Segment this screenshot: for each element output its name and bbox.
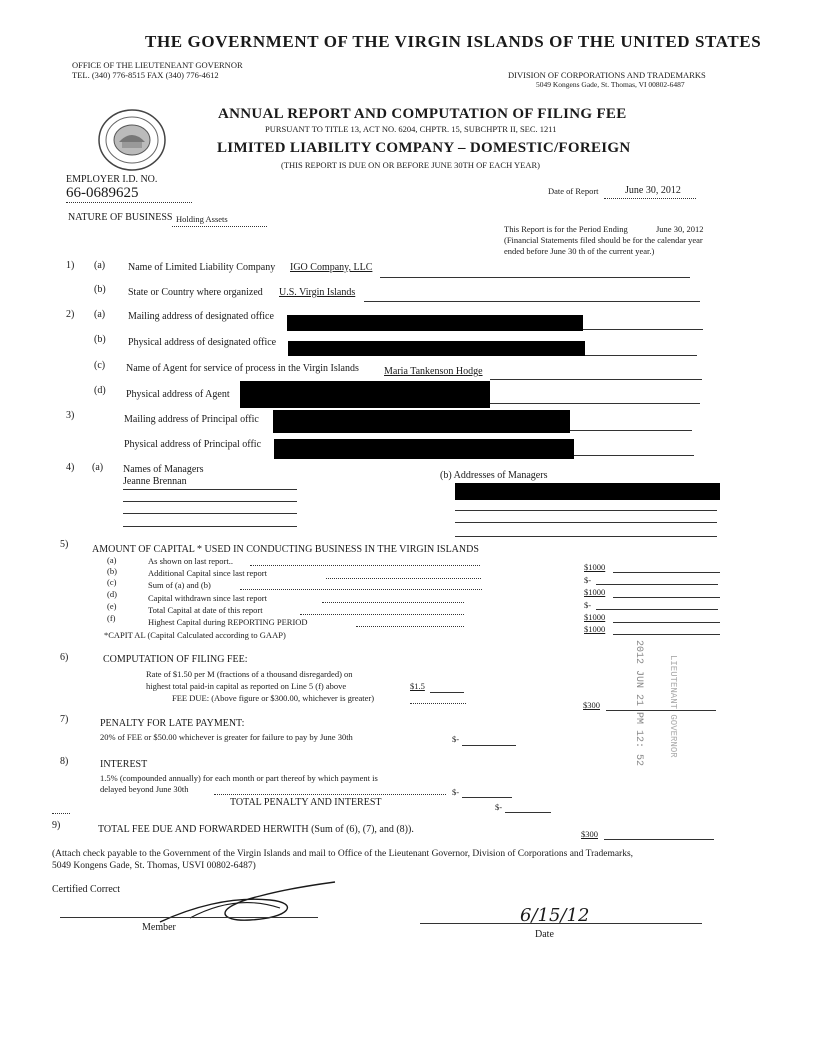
total-penalty-interest-value: $-: [495, 802, 503, 812]
capital-row-c-value: $1000: [584, 587, 606, 597]
total-penalty-interest-line: [505, 812, 551, 813]
item-4a-letter: (a): [92, 462, 104, 473]
item-4b-label: (b) Addresses of Managers: [440, 470, 548, 481]
period-label: This Report is for the Period Ending: [504, 224, 628, 234]
item-6-number: 6): [60, 652, 69, 663]
employer-id-underline: [66, 202, 192, 203]
attach-note-line1: (Attach check payable to the Government of the Virgin Islands and mail to Office of the Lieutenant Governor, Division of Corporations and Trademarks,: [52, 849, 634, 859]
item-7-number: 7): [60, 714, 69, 725]
item-1-number: 1): [66, 260, 75, 271]
penalty-title: PENALTY FOR LATE PAYMENT:: [100, 718, 245, 729]
total-fee-line: [604, 839, 714, 840]
division-name: DIVISION OF CORPORATIONS AND TRADEMARKS: [508, 70, 706, 80]
office-phone-fax: TEL. (340) 776-8515 FAX (340) 776-4612: [72, 70, 219, 80]
item-4a-value: Jeanne Brennan: [123, 476, 187, 487]
capital-row-d-line: [596, 609, 718, 610]
penalty-value-line: [462, 745, 516, 746]
capital-row-f-label: Highest Capital during REPORTING PERIOD: [148, 617, 308, 627]
office-name: OFFICE OF THE LIEUTENEANT GOVERNOR: [72, 60, 243, 70]
item-4-number: 4): [66, 462, 75, 473]
filing-fee-leader: [410, 703, 466, 704]
capital-row-b-line: [596, 584, 718, 585]
manager-name-line: [123, 526, 297, 527]
capital-row-a-letter: (a): [107, 555, 117, 565]
interest-value-line: [462, 797, 512, 798]
item-2-number: 2): [66, 309, 75, 320]
item-2d-underline: [490, 403, 700, 404]
capital-row-e-line: [613, 622, 720, 623]
capital-row-b-value: $-: [584, 575, 592, 585]
capital-row-b-letter: (b): [107, 566, 117, 576]
filing-fee-value: $300: [583, 700, 600, 710]
handwritten-date: 6/15/12: [520, 905, 590, 926]
manager-name-line: [123, 501, 297, 502]
capital-row-c-label: Sum of (a) and (b): [148, 580, 211, 590]
interest-line2: delayed beyond June 30th: [100, 784, 189, 794]
penalty-value: $-: [452, 734, 460, 744]
redacted-block: [273, 410, 570, 433]
capital-row-c-leader: [240, 589, 482, 590]
capital-footnote: *CAPIT AL (Capital Calculated according to GAAP): [104, 630, 286, 640]
item-2a-underline: [583, 329, 703, 330]
item-8-number: 8): [60, 756, 69, 767]
date-of-report-label: Date of Report: [548, 186, 599, 196]
capital-row-a-label: As shown on last report..: [148, 556, 233, 566]
received-stamp-office: LIEUTENANT GOVERNOR: [668, 655, 678, 758]
entity-type-title: LIMITED LIABILITY COMPANY – DOMESTIC/FOREIGN: [217, 140, 631, 156]
item-2c-label: Name of Agent for service of process in the Virgin Islands: [126, 363, 359, 374]
item-1a-letter: (a): [94, 260, 106, 271]
filing-fee-title: COMPUTATION OF FILING FEE:: [103, 654, 248, 665]
nature-of-business-underline: [172, 226, 267, 227]
date-of-report-value: June 30, 2012: [625, 185, 681, 196]
date-of-report-underline: [604, 198, 696, 199]
item-1b-value: U.S. Virgin Islands: [279, 287, 356, 298]
government-title: THE GOVERNMENT OF THE VIRGIN ISLANDS OF THE UNITED STATES: [145, 32, 762, 51]
capital-row-a-leader: [250, 565, 480, 566]
capital-row-e-letter: (e): [107, 601, 117, 611]
redacted-block: [274, 439, 574, 459]
report-title: ANNUAL REPORT AND COMPUTATION OF FILING FEE: [218, 106, 627, 122]
item-2d-label: Physical address of Agent: [126, 389, 230, 400]
item-2c-letter: (c): [94, 360, 106, 371]
date-signature-line: [420, 923, 702, 924]
manager-address-line: [455, 536, 717, 537]
manager-name-line: [123, 489, 297, 490]
redacted-block: [455, 483, 720, 500]
item-2d-letter: (d): [94, 385, 106, 396]
item-1a-value: IGO Company, LLC: [290, 262, 373, 273]
division-address: 5049 Kongens Gade, St. Thomas, VI 00802-6487: [536, 80, 685, 89]
nature-of-business-value: Holding Assets: [176, 214, 228, 224]
filing-fee-value-line: [606, 710, 716, 711]
interest-value: $-: [452, 787, 460, 797]
period-note-line2: ended before June 30 th of the current year.): [504, 246, 655, 256]
capital-row-c-line: [613, 597, 720, 598]
item-1b-label: State or Country where organized: [128, 287, 263, 298]
employer-id-label: EMPLOYER I.D. NO.: [66, 174, 158, 185]
received-stamp-date: 2012 JUN 21 PM 12: 52: [633, 640, 644, 767]
filing-fee-line2-value: $1.5: [410, 681, 425, 691]
item-3-mailing-underline: [570, 430, 692, 431]
employer-id-value: 66-0689625: [66, 185, 139, 201]
manager-address-line: [455, 522, 717, 523]
government-seal: [97, 108, 167, 172]
redacted-block: [288, 341, 585, 356]
item-1b-letter: (b): [94, 284, 106, 295]
item-1a-underline: [380, 277, 690, 278]
filing-fee-line3: FEE DUE: (Above figure or $300.00, whichever is greater): [172, 693, 375, 703]
capital-row-b-label: Additional Capital since last report: [148, 568, 267, 578]
period-note-line1: (Financial Statements filed should be for the calendar year: [504, 235, 703, 245]
certified-correct-label: Certified Correct: [52, 884, 121, 895]
total-fee-value: $300: [581, 829, 598, 839]
penalty-line1: 20% of FEE or $50.00 whichever is greater for failure to pay by June 30th: [100, 732, 353, 742]
item-5-number: 5): [60, 539, 69, 550]
capital-row-f-line: [613, 634, 720, 635]
item-1a-label: Name of Limited Liability Company: [128, 262, 276, 273]
item-9-number: 9): [52, 820, 61, 831]
item-2a-letter: (a): [94, 309, 106, 320]
item-3-physical-label: Physical address of Principal offic: [124, 439, 262, 450]
redacted-block: [240, 381, 490, 408]
capital-row-d-value: $-: [584, 600, 592, 610]
margin-dots: [52, 813, 70, 814]
interest-title: INTEREST: [100, 759, 148, 770]
item-2b-letter: (b): [94, 334, 106, 345]
item-2c-value: Maria Tankenson Hodge: [384, 366, 483, 377]
capital-row-e-leader: [300, 614, 464, 615]
item-2c-underline: [490, 379, 702, 380]
capital-row-f-letter: (f): [107, 613, 116, 623]
date-label: Date: [535, 929, 554, 940]
nature-of-business-label: NATURE OF BUSINESS: [68, 212, 173, 223]
capital-row-a-line: [613, 572, 720, 573]
item-1b-underline: [364, 301, 700, 302]
capital-row-b-leader: [326, 578, 481, 579]
manager-address-line: [455, 510, 717, 511]
capital-row-d-label: Capital withdrawn since last report: [148, 593, 267, 603]
item-3-number: 3): [66, 410, 75, 421]
member-label: Member: [142, 922, 176, 933]
capital-row-c-letter: (c): [107, 577, 117, 587]
due-note: (THIS REPORT IS DUE ON OR BEFORE JUNE 30TH OF EACH YEAR): [281, 160, 540, 170]
member-signature: [150, 878, 340, 930]
capital-row-f-value: $1000: [584, 624, 606, 634]
item-2b-underline: [585, 355, 697, 356]
pursuant-line: PURSUANT TO TITLE 13, ACT NO. 6204, CHPTR. 15, SUBCHPTR II, SEC. 1211: [265, 124, 557, 134]
filing-fee-line2: highest total paid-in capital as reported on Line 5 (f) above: [146, 681, 347, 691]
redacted-block: [287, 315, 583, 331]
total-penalty-interest-label: TOTAL PENALTY AND INTEREST: [230, 797, 382, 808]
interest-leader: [214, 794, 446, 795]
item-4a-label: Names of Managers: [123, 464, 204, 475]
filing-fee-line2-underline: [430, 692, 464, 693]
filing-fee-line1: Rate of $1.50 per M (fractions of a thousand disregarded) on: [146, 669, 353, 679]
capital-row-e-label: Total Capital at date of this report: [148, 605, 263, 615]
capital-row-d-letter: (d): [107, 589, 117, 599]
total-fee-label: TOTAL FEE DUE AND FORWARDED HERWITH (Sum of (6), (7), and (8)).: [98, 824, 414, 835]
capital-row-e-value: $1000: [584, 612, 606, 622]
item-2b-label: Physical address of designated office: [128, 337, 277, 348]
capital-title: AMOUNT OF CAPITAL * USED IN CONDUCTING BUSINESS IN THE VIRGIN ISLANDS: [92, 544, 479, 555]
item-2a-label: Mailing address of designated office: [128, 311, 274, 322]
attach-note-line2: 5049 Kongens Gade, St. Thomas, USVI 00802-6487): [52, 861, 256, 871]
capital-row-a-value: $1000: [584, 562, 606, 572]
member-signature-line: [60, 917, 318, 918]
capital-row-d-leader: [322, 602, 464, 603]
manager-name-line: [123, 513, 297, 514]
capital-row-f-leader: [356, 626, 464, 627]
interest-line1: 1.5% (compounded annually) for each month or part thereof by which payment is: [100, 773, 378, 783]
item-3-physical-underline: [574, 455, 694, 456]
item-3-mailing-label: Mailing address of Principal offic: [124, 414, 259, 425]
period-value: June 30, 2012: [656, 224, 704, 234]
